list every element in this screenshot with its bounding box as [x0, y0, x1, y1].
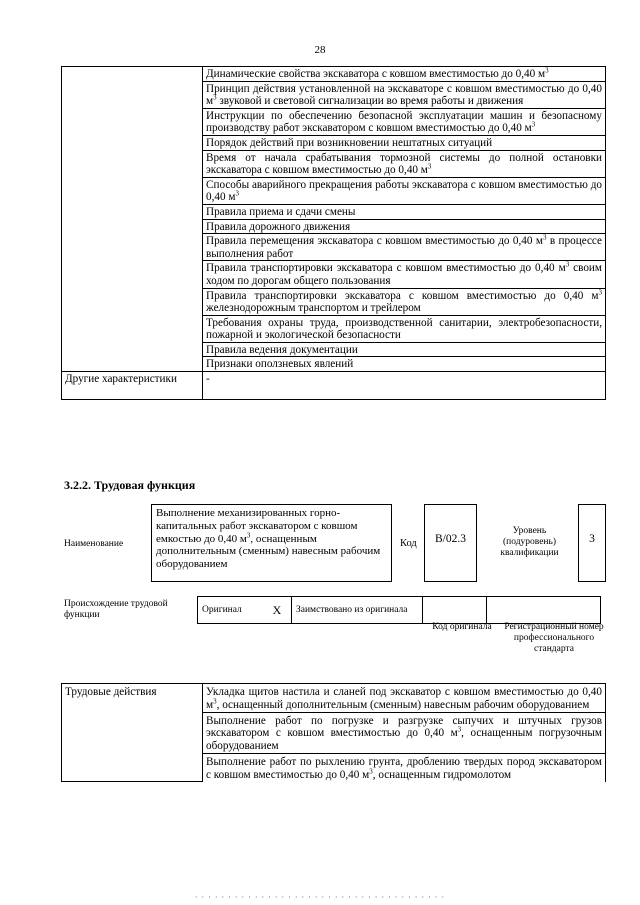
original-mark: X [263, 597, 292, 624]
knowledge-row: Правила ведения документации [203, 342, 606, 357]
code-original-caption: Код оригинала [432, 622, 492, 632]
knowledge-row: Правила транспортировки экскаватора с ковшом вместимостью до 0,40 $м^3$ железнодорожным транспортом и трейлером [203, 288, 606, 315]
labor-action-row: Выполнение работ по рыхлению грунта, дроблению твердых пород экскаватором с ковшом вместимостью до 0,40 $м^3$, оснащенным гидромолотом [203, 753, 606, 781]
original-label: Оригинал [198, 597, 264, 624]
section-title: 3.2.2. Трудовая функция [64, 478, 196, 492]
knowledge-row: Инструкции по обеспечению безопасной эксплуатации машин и безопасному производству работ экскаватором с ковшом вместимостью до 0,40 $м^3$ [203, 108, 606, 135]
knowledge-row: Способы аварийного прекращения работы экскаватора с ковшом вместимостью до 0,40 $м^3$ [203, 177, 606, 204]
knowledge-row: Время от начала срабатывания тормозной системы до полной остановки экскаватора с ковшом вместимостью до 0,40 $м^3$ [203, 150, 606, 177]
labor-action-row: Укладка щитов настила и сланей под экскаватор с ковшом вместимостью до 0,40 $м^3$, оснащенный дополнительным (сменным) навесным рабочим оборудованием [203, 684, 606, 713]
page-footer-dots: · · · · · · · · · · · · · · · · · · · · · · · · · · · · · · · · · · · · · · [194, 893, 446, 902]
other-characteristics-label: Другие характеристики [62, 372, 203, 400]
origin-code-cell [423, 597, 487, 624]
knowledge-row: Требования охраны труда, производственной санитарии, электробезопасности, пожарной и экологической безопасности [203, 315, 606, 342]
labor-actions-label: Трудовые действия [62, 684, 203, 782]
level-label: Уровень (подуровень) квалификации [500, 526, 559, 558]
qualification-level: 3 [578, 504, 606, 582]
knowledge-row: Правила перемещения экскаватора с ковшом вместимостью до 0,40 $м^3$ в процессе выполнения работ [203, 234, 606, 261]
knowledge-row: Правила транспортировки экскаватора с ковшом вместимостью до 0,40 $м^3$ своим ходом по дорогам общего пользования [203, 261, 606, 288]
origin-table [197, 596, 601, 624]
labor-actions-table [61, 683, 606, 782]
knowledge-row: Признаки оползневых явлений [203, 357, 606, 372]
knowledge-label-cell [62, 67, 203, 372]
knowledge-row: Динамические свойства экскаватора с ковшом вместимостью до 0,40 $м^3$ [203, 67, 606, 82]
knowledge-row: Правила дорожного движения [203, 219, 606, 234]
function-code: B/02.3 [424, 504, 477, 582]
knowledge-row: Правила приема и сдачи смены [203, 204, 606, 219]
code-label: Код [400, 538, 417, 549]
reg-number-caption: Регистрационный номер профессионального стандарта [504, 622, 604, 654]
knowledge-row: Принцип действия установленной на экскаваторе с ковшом вместимостью до 0,40 $м^3$ звуковой и световой сигнализации во время работы и движения [203, 81, 606, 108]
origin-reg-cell [487, 597, 601, 624]
name-label: Наименование [64, 539, 124, 549]
labor-action-row: Выполнение работ по погрузке и разгрузке сыпучих и штучных грузов экскаватором с ковшом вместимостью до 0,40 $м^3$, оснащенным погрузочным оборудованием [203, 712, 606, 753]
other-characteristics-value: - [203, 372, 606, 400]
page-number: 28 [314, 44, 326, 56]
knowledge-table [61, 66, 606, 400]
origin-label: Происхождение трудовой функции [64, 599, 168, 620]
knowledge-row: Порядок действий при возникновении нештатных ситуаций [203, 135, 606, 150]
function-name: Выполнение механизированных горно-капитальных работ экскаватором с ковшом емкостью до 0,40 $м^3$, оснащенным дополнительным (сменным) навесным рабочим оборудованием [151, 504, 392, 582]
borrowed-label: Заимствовано из оригинала [292, 597, 423, 624]
